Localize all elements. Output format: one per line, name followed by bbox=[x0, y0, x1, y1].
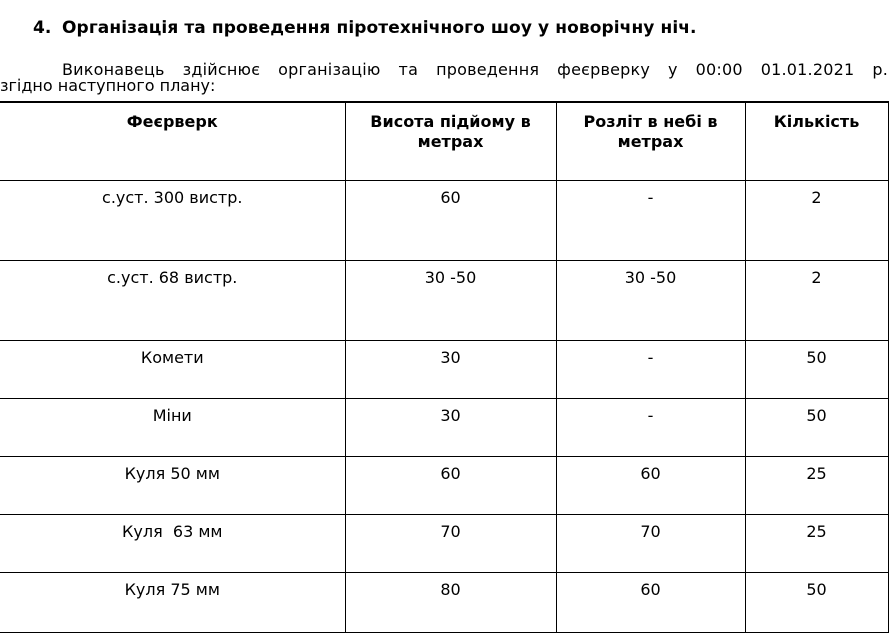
cell-height: 80 bbox=[345, 573, 556, 633]
table-row bbox=[0, 341, 888, 399]
cell-height: 30 bbox=[345, 341, 556, 399]
cell-firework: с.уст. 68 вистр. bbox=[0, 261, 345, 341]
cell-firework: Куля 75 мм bbox=[0, 573, 345, 633]
table-row bbox=[0, 261, 888, 341]
cell-height: 70 bbox=[345, 515, 556, 573]
table-header-row bbox=[0, 102, 888, 181]
table-row bbox=[0, 181, 888, 261]
section-number: 4. bbox=[33, 18, 52, 38]
cell-height: 30 -50 bbox=[345, 261, 556, 341]
cell-firework: Куля 50 мм bbox=[0, 457, 345, 515]
cell-quantity: 50 bbox=[745, 341, 888, 399]
cell-spread: 70 bbox=[556, 515, 745, 573]
cell-spread: 60 bbox=[556, 573, 745, 633]
cell-quantity: 25 bbox=[745, 457, 888, 515]
section-title: Організація та проведення піротехнічного шоу у новорічну ніч. bbox=[62, 18, 697, 38]
cell-quantity: 2 bbox=[745, 261, 888, 341]
intro-line-1: Виконавець здійснює організацію та проведення феєрверку у 00:00 01.01.2021 р. bbox=[62, 60, 888, 79]
cell-firework: Міни bbox=[0, 399, 345, 457]
cell-spread: - bbox=[556, 399, 745, 457]
cell-firework: Комети bbox=[0, 341, 345, 399]
cell-firework: с.уст. 300 вистр. bbox=[0, 181, 345, 261]
header-height: Висота підйому в метрах bbox=[345, 102, 556, 181]
cell-spread: - bbox=[556, 181, 745, 261]
cell-quantity: 50 bbox=[745, 399, 888, 457]
header-spread: Розліт в небі в метрах bbox=[556, 102, 745, 181]
intro-paragraph bbox=[0, 60, 888, 93]
cell-height: 60 bbox=[345, 457, 556, 515]
cell-quantity: 50 bbox=[745, 573, 888, 633]
cell-quantity: 2 bbox=[745, 181, 888, 261]
cell-height: 30 bbox=[345, 399, 556, 457]
table-row bbox=[0, 515, 888, 573]
cell-firework: Куля 63 мм bbox=[0, 515, 345, 573]
header-quantity: Кількість bbox=[745, 102, 888, 181]
intro-line-2: згідно наступного плану: bbox=[0, 76, 216, 95]
cell-spread: - bbox=[556, 341, 745, 399]
fireworks-plan-table bbox=[0, 101, 889, 633]
header-firework: Феєрверк bbox=[0, 102, 345, 181]
section-heading bbox=[33, 18, 697, 38]
cell-height: 60 bbox=[345, 181, 556, 261]
cell-spread: 60 bbox=[556, 457, 745, 515]
table-row bbox=[0, 457, 888, 515]
table-row bbox=[0, 399, 888, 457]
cell-spread: 30 -50 bbox=[556, 261, 745, 341]
cell-quantity: 25 bbox=[745, 515, 888, 573]
